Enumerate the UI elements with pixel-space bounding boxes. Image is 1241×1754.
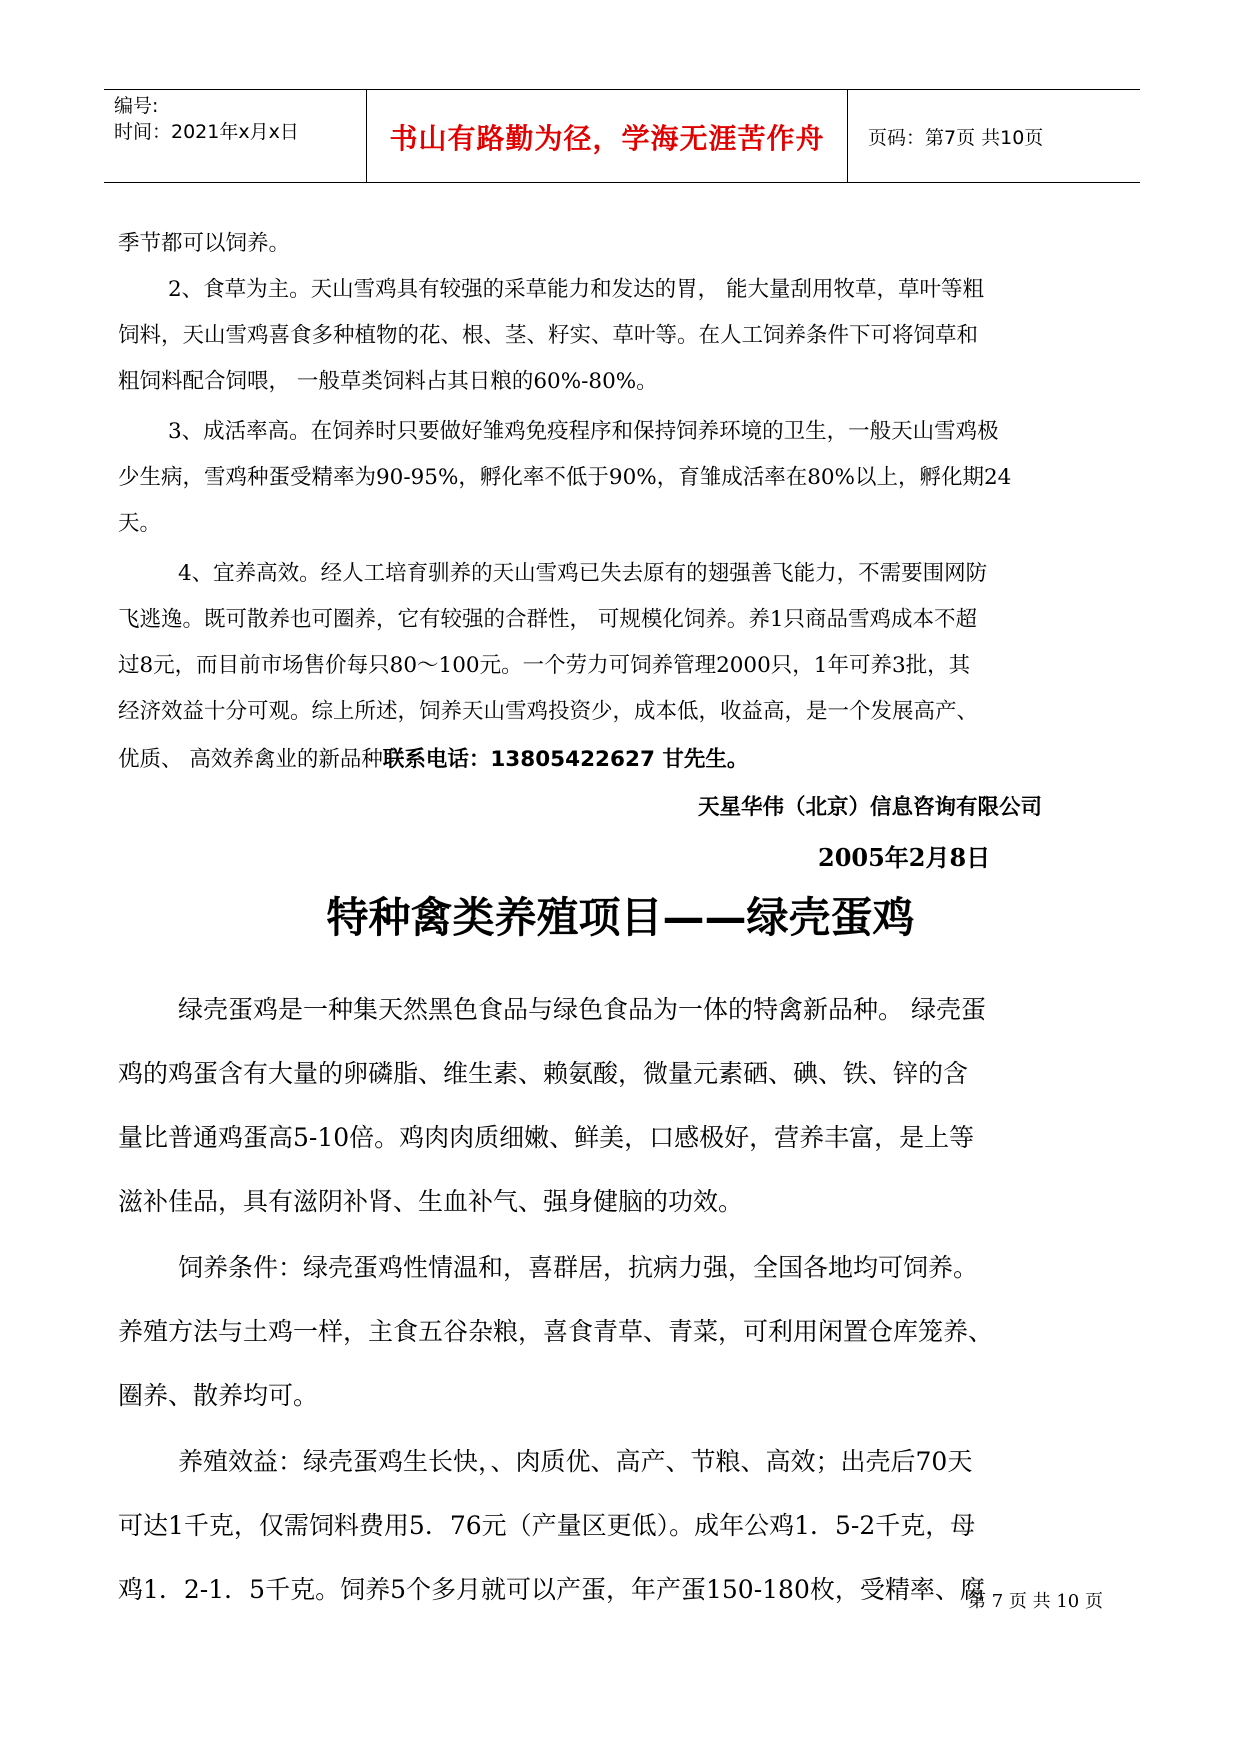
section-line: 可达1千克，仅需饲料费用5．76元（产量区更低）。成年公鸡1．5-2千克，母 — [118, 1511, 976, 1540]
body-line: 粗饲料配合饲喂， 一般草类饲料占其日粮的60%-80%。 — [118, 369, 658, 394]
body-line-last — [118, 742, 748, 773]
section-line: 养殖效益：绿壳蛋鸡生长快，、肉质优、高产、节粮、高效；出壳后70天 — [178, 1447, 973, 1476]
body-line: 2、食草为主。天山雪鸡具有较强的采草能力和发达的胃， 能大量刮用牧草，草叶等粗 — [168, 277, 985, 302]
section-line: 饲养条件：绿壳蛋鸡性情温和，喜群居，抗病力强，全国各地均可饲养。 — [178, 1253, 979, 1282]
page-header — [104, 89, 1140, 183]
body-line: 经济效益十分可观。综上所述，饲养天山雪鸡投资少，成本低，收益高，是一个发展高产、 — [118, 699, 979, 724]
body-line: 3、成活率高。在饲养时只要做好雏鸡免疫程序和保持饲养环境的卫生，一般天山雪鸡极 — [168, 419, 999, 444]
body-line: 过8元，而目前市场售价每只80～100元。一个劳力可饲养管理2000只，1年可养3批，其 — [118, 653, 971, 678]
contact-phone: 联系电话：13805422627 甘先生。 — [382, 747, 749, 772]
section-line: 量比普通鸡蛋高5-10倍。鸡肉肉质细嫩、鲜美，口感极好，营养丰富，是上等 — [118, 1123, 975, 1152]
body-line: 季节都可以饲养。 — [118, 231, 291, 256]
section-title: 特种禽类养殖项目——绿壳蛋鸡 — [326, 893, 915, 942]
body-line: 饲料，天山雪鸡喜食多种植物的花、根、茎、籽实、草叶等。在人工饲养条件下可将饲草和 — [118, 323, 979, 348]
page-info: 页码：第7页 共10页 — [868, 127, 1044, 149]
page-footer: 第 7 页 共 10 页 — [968, 1591, 1103, 1612]
number-label: 编号: — [114, 95, 159, 117]
motto: 书山有路勤为径，学海无涯苦作舟 — [389, 122, 825, 155]
section-line: 滋补佳品，具有滋阴补肾、生血补气、强身健脑的功效。 — [118, 1187, 744, 1216]
section-line: 绿壳蛋鸡是一种集天然黑色食品与绿色食品为一体的特禽新品种。 绿壳蛋 — [178, 995, 986, 1024]
section-line: 鸡的鸡蛋含有大量的卵磷脂、维生素、赖氨酸，微量元素硒、碘、铁、锌的含 — [118, 1059, 969, 1088]
company-name: 天星华伟（北京）信息咨询有限公司 — [698, 795, 1043, 820]
header-page-cell — [848, 90, 1140, 182]
body-line: 飞逃逸。既可散养也可圈养，它有较强的合群性， 可规模化饲养。养1只商品雪鸡成本不超 — [118, 607, 978, 632]
body-line: 少生病，雪鸡种蛋受精率为90-95%，孵化率不低于90%，育雏成活率在80%以上，孵化期24 — [118, 465, 1012, 490]
section-line: 养殖方法与土鸡一样，主食五谷杂粮，喜食青草、青菜，可利用闲置仓库笼养、 — [118, 1317, 994, 1346]
header-info-cell — [104, 90, 367, 182]
header-motto-cell — [367, 90, 848, 182]
section-line: 鸡1．2-1．5千克。饲养5个多月就可以产蛋，年产蛋150-180枚，受精率、腐 — [118, 1575, 985, 1604]
date: 2005年2月8日 — [818, 843, 991, 872]
body-line: 4、宜养高效。经人工培育驯养的天山雪鸡已失去原有的翅强善飞能力，不需要围网防 — [178, 561, 988, 586]
body-line: 天。 — [118, 511, 162, 536]
section-line: 圈养、散养均可。 — [118, 1381, 319, 1410]
time-label: 时间：2021年x月x日 — [114, 121, 299, 143]
body-line-text: 优质、 高效养禽业的新品种 — [118, 747, 383, 772]
